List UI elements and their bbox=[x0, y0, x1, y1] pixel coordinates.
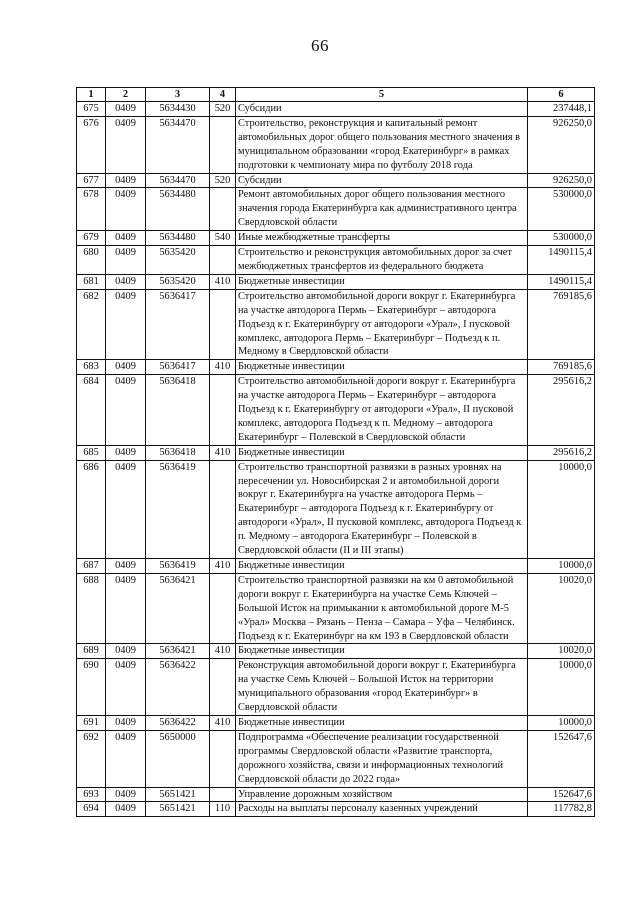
table-row bbox=[77, 802, 595, 817]
table-row bbox=[77, 659, 595, 716]
section-code-cell: 0409 bbox=[106, 102, 146, 117]
item-name-cell: Субсидии bbox=[236, 102, 528, 117]
row-number-cell: 681 bbox=[77, 274, 106, 289]
row-number-cell: 680 bbox=[77, 246, 106, 275]
item-name-cell: Бюджетные инвестиции bbox=[236, 445, 528, 460]
amount-cell: 10000,0 bbox=[528, 559, 595, 574]
row-number-cell: 677 bbox=[77, 173, 106, 188]
target-code-cell: 5634480 bbox=[146, 231, 210, 246]
target-code-cell: 5635420 bbox=[146, 274, 210, 289]
page-number: 66 bbox=[311, 36, 329, 55]
target-code-cell: 5651421 bbox=[146, 787, 210, 802]
header-col-2: 2 bbox=[106, 88, 146, 102]
item-name-cell: Иные межбюджетные трансферты bbox=[236, 231, 528, 246]
expense-type-cell bbox=[210, 573, 236, 644]
table-row bbox=[77, 730, 595, 787]
target-code-cell: 5650000 bbox=[146, 730, 210, 787]
amount-cell: 117782,8 bbox=[528, 802, 595, 817]
table-row bbox=[77, 445, 595, 460]
table-row bbox=[77, 360, 595, 375]
expense-type-cell: 110 bbox=[210, 802, 236, 817]
target-code-cell: 5634430 bbox=[146, 102, 210, 117]
expense-type-cell bbox=[210, 289, 236, 360]
expense-type-cell: 410 bbox=[210, 360, 236, 375]
row-number-cell: 688 bbox=[77, 573, 106, 644]
section-code-cell: 0409 bbox=[106, 659, 146, 716]
section-code-cell: 0409 bbox=[106, 573, 146, 644]
table-row bbox=[77, 559, 595, 574]
item-name-cell: Управление дорожным хозяйством bbox=[236, 787, 528, 802]
section-code-cell: 0409 bbox=[106, 787, 146, 802]
section-code-cell: 0409 bbox=[106, 445, 146, 460]
item-name-cell: Строительство транспортной развязки в разных уровнях на пересечении ул. Новосибирская 2 и автомобильной дороги вокруг г. Екатеринбурга на участке автодорога Пермь – Екатеринбург – автодорога Подъезд к г. Екатеринбургу от автодороги «Урал», II пусковой комплекс, автодорога Подъезд к п. Медному – автодорога Екатеринбург – Полевской в Свердловской области (II и III этапы) bbox=[236, 460, 528, 558]
amount-cell: 152647,6 bbox=[528, 730, 595, 787]
target-code-cell: 5634470 bbox=[146, 173, 210, 188]
section-code-cell: 0409 bbox=[106, 274, 146, 289]
row-number-cell: 693 bbox=[77, 787, 106, 802]
target-code-cell: 5636422 bbox=[146, 659, 210, 716]
row-number-cell: 679 bbox=[77, 231, 106, 246]
expense-type-cell bbox=[210, 375, 236, 446]
row-number-cell: 684 bbox=[77, 375, 106, 446]
expense-type-cell bbox=[210, 246, 236, 275]
expense-type-cell bbox=[210, 460, 236, 558]
amount-cell: 10000,0 bbox=[528, 715, 595, 730]
amount-cell: 769185,6 bbox=[528, 289, 595, 360]
section-code-cell: 0409 bbox=[106, 173, 146, 188]
item-name-cell: Реконструкция автомобильной дороги вокруг г. Екатеринбурга на участке Семь Ключей – Большой Исток на территории муниципального образования «город Екатеринбург» в Свердловской области bbox=[236, 659, 528, 716]
section-code-cell: 0409 bbox=[106, 715, 146, 730]
table-row bbox=[77, 573, 595, 644]
item-name-cell: Ремонт автомобильных дорог общего пользования местного значения города Екатеринбурга как административного центра Свердловской области bbox=[236, 188, 528, 231]
budget-table bbox=[76, 87, 595, 817]
expense-type-cell bbox=[210, 730, 236, 787]
row-number-cell: 685 bbox=[77, 445, 106, 460]
table-header bbox=[77, 88, 595, 102]
section-code-cell: 0409 bbox=[106, 246, 146, 275]
expense-type-cell: 540 bbox=[210, 231, 236, 246]
target-code-cell: 5634470 bbox=[146, 116, 210, 173]
expense-type-cell: 410 bbox=[210, 445, 236, 460]
section-code-cell: 0409 bbox=[106, 375, 146, 446]
expense-type-cell: 520 bbox=[210, 173, 236, 188]
amount-cell: 152647,6 bbox=[528, 787, 595, 802]
section-code-cell: 0409 bbox=[106, 231, 146, 246]
table-row bbox=[77, 375, 595, 446]
item-name-cell: Бюджетные инвестиции bbox=[236, 715, 528, 730]
amount-cell: 10020,0 bbox=[528, 573, 595, 644]
amount-cell: 769185,6 bbox=[528, 360, 595, 375]
amount-cell: 1490115,4 bbox=[528, 246, 595, 275]
item-name-cell: Строительство транспортной развязки на км 0 автомобильной дороги вокруг г. Екатеринбурга на участке Семь Ключей – Большой Исток на примыкании к автомобильной дороге М-5 «Урал» Москва – Рязань – Пенза – Самара – Уфа – Челябинск. Подъезд к г. Екатеринбург на км 193 в Свердловской области bbox=[236, 573, 528, 644]
section-code-cell: 0409 bbox=[106, 802, 146, 817]
table-row bbox=[77, 102, 595, 117]
item-name-cell: Расходы на выплаты персоналу казенных учреждений bbox=[236, 802, 528, 817]
header-col-5: 5 bbox=[236, 88, 528, 102]
section-code-cell: 0409 bbox=[106, 460, 146, 558]
target-code-cell: 5636419 bbox=[146, 559, 210, 574]
row-number-cell: 676 bbox=[77, 116, 106, 173]
section-code-cell: 0409 bbox=[106, 559, 146, 574]
amount-cell: 237448,1 bbox=[528, 102, 595, 117]
item-name-cell: Строительство, реконструкция и капитальный ремонт автомобильных дорог общего пользования местного значения в муниципальном образовании «город Екатеринбург» в рамках подготовки к чемпионату мира по футболу 2018 года bbox=[236, 116, 528, 173]
amount-cell: 530000,0 bbox=[528, 188, 595, 231]
table-row bbox=[77, 173, 595, 188]
table-row bbox=[77, 188, 595, 231]
section-code-cell: 0409 bbox=[106, 116, 146, 173]
row-number-cell: 690 bbox=[77, 659, 106, 716]
item-name-cell: Строительство автомобильной дороги вокруг г. Екатеринбурга на участке автодорога Пермь – Екатеринбург – автодорога Подъезд к г. Екатеринбургу от автодороги «Урал», II пусковой комплекс, автодорога Подъезд к п. Медному – автодорога Екатеринбург – Полевской в Свердловской области bbox=[236, 375, 528, 446]
item-name-cell: Бюджетные инвестиции bbox=[236, 274, 528, 289]
row-number-cell: 694 bbox=[77, 802, 106, 817]
row-number-cell: 692 bbox=[77, 730, 106, 787]
item-name-cell: Строительство и реконструкция автомобильных дорог за счет межбюджетных трансфертов из федерального бюджета bbox=[236, 246, 528, 275]
table-body bbox=[77, 102, 595, 817]
table-row bbox=[77, 715, 595, 730]
table-row bbox=[77, 460, 595, 558]
target-code-cell: 5636417 bbox=[146, 360, 210, 375]
amount-cell: 10000,0 bbox=[528, 659, 595, 716]
item-name-cell: Строительство автомобильной дороги вокруг г. Екатеринбурга на участке автодорога Пермь – Екатеринбург – автодорога Подъезд к г. Екатеринбургу от автодороги «Урал», I пусковой комплекс, автодорога Пермь – Екатеринбург – Подъезд к п. Медному в Свердловской области bbox=[236, 289, 528, 360]
table-row bbox=[77, 231, 595, 246]
section-code-cell: 0409 bbox=[106, 289, 146, 360]
header-col-1: 1 bbox=[77, 88, 106, 102]
header-row bbox=[77, 88, 595, 102]
amount-cell: 295616,2 bbox=[528, 445, 595, 460]
expense-type-cell bbox=[210, 116, 236, 173]
expense-type-cell: 520 bbox=[210, 102, 236, 117]
section-code-cell: 0409 bbox=[106, 730, 146, 787]
item-name-cell: Бюджетные инвестиции bbox=[236, 360, 528, 375]
expense-type-cell: 410 bbox=[210, 644, 236, 659]
table-row bbox=[77, 787, 595, 802]
expense-type-cell bbox=[210, 188, 236, 231]
target-code-cell: 5635420 bbox=[146, 246, 210, 275]
amount-cell: 530000,0 bbox=[528, 231, 595, 246]
header-col-6: 6 bbox=[528, 88, 595, 102]
expense-type-cell: 410 bbox=[210, 559, 236, 574]
amount-cell: 10020,0 bbox=[528, 644, 595, 659]
header-col-4: 4 bbox=[210, 88, 236, 102]
target-code-cell: 5636421 bbox=[146, 644, 210, 659]
target-code-cell: 5636422 bbox=[146, 715, 210, 730]
header-col-3: 3 bbox=[146, 88, 210, 102]
expense-type-cell bbox=[210, 787, 236, 802]
row-number-cell: 691 bbox=[77, 715, 106, 730]
expense-type-cell: 410 bbox=[210, 274, 236, 289]
item-name-cell: Бюджетные инвестиции bbox=[236, 644, 528, 659]
amount-cell: 295616,2 bbox=[528, 375, 595, 446]
target-code-cell: 5636421 bbox=[146, 573, 210, 644]
target-code-cell: 5651421 bbox=[146, 802, 210, 817]
amount-cell: 10000,0 bbox=[528, 460, 595, 558]
row-number-cell: 682 bbox=[77, 289, 106, 360]
item-name-cell: Субсидии bbox=[236, 173, 528, 188]
target-code-cell: 5636419 bbox=[146, 460, 210, 558]
table-row bbox=[77, 644, 595, 659]
table-row bbox=[77, 246, 595, 275]
expense-type-cell: 410 bbox=[210, 715, 236, 730]
table-row bbox=[77, 116, 595, 173]
section-code-cell: 0409 bbox=[106, 644, 146, 659]
row-number-cell: 678 bbox=[77, 188, 106, 231]
target-code-cell: 5636418 bbox=[146, 445, 210, 460]
target-code-cell: 5634480 bbox=[146, 188, 210, 231]
row-number-cell: 687 bbox=[77, 559, 106, 574]
item-name-cell: Подпрограмма «Обеспечение реализации государственной программы Свердловской области «Развитие транспорта, дорожного хозяйства, связи и информационных технологий Свердловской области до 2022 года» bbox=[236, 730, 528, 787]
table-row bbox=[77, 274, 595, 289]
row-number-cell: 683 bbox=[77, 360, 106, 375]
target-code-cell: 5636417 bbox=[146, 289, 210, 360]
row-number-cell: 689 bbox=[77, 644, 106, 659]
target-code-cell: 5636418 bbox=[146, 375, 210, 446]
row-number-cell: 686 bbox=[77, 460, 106, 558]
item-name-cell: Бюджетные инвестиции bbox=[236, 559, 528, 574]
section-code-cell: 0409 bbox=[106, 188, 146, 231]
amount-cell: 926250,0 bbox=[528, 116, 595, 173]
row-number-cell: 675 bbox=[77, 102, 106, 117]
amount-cell: 1490115,4 bbox=[528, 274, 595, 289]
section-code-cell: 0409 bbox=[106, 360, 146, 375]
table-row bbox=[77, 289, 595, 360]
expense-type-cell bbox=[210, 659, 236, 716]
amount-cell: 926250,0 bbox=[528, 173, 595, 188]
